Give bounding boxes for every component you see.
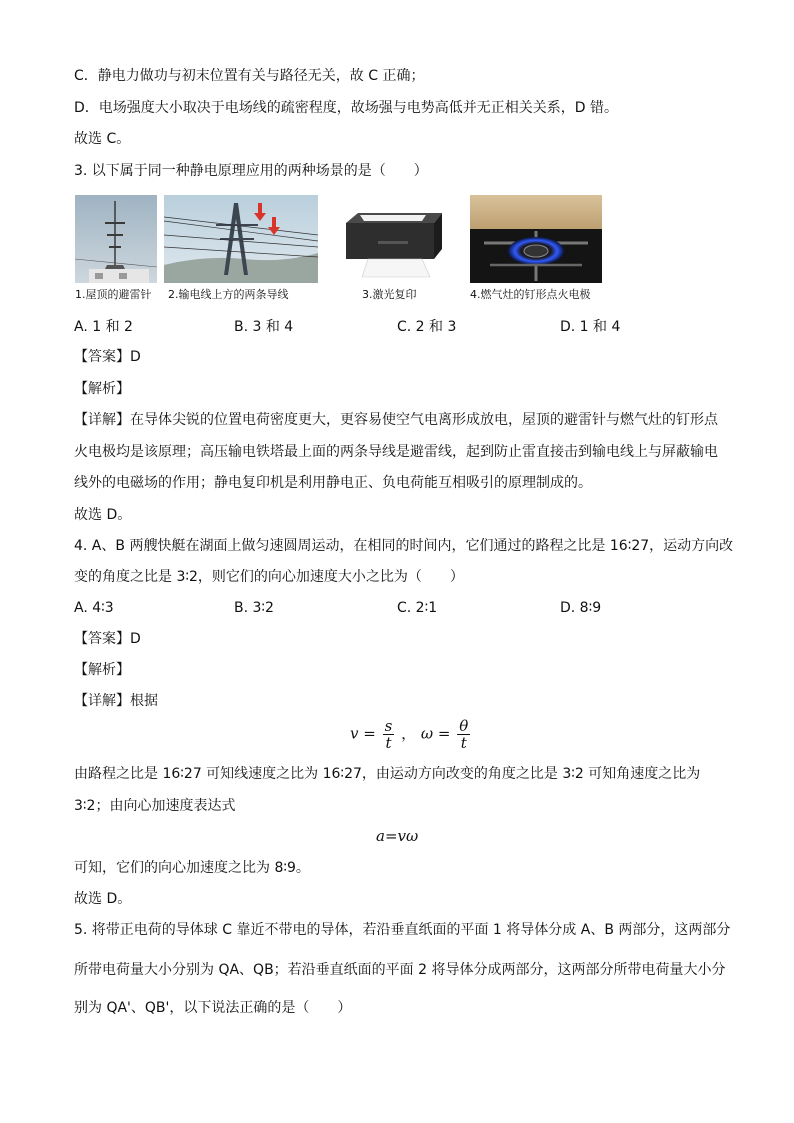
gas-stove-image xyxy=(470,195,602,283)
formula-v: v xyxy=(350,724,359,743)
q4-answer: 【答案】D xyxy=(74,631,141,647)
caption-4: 4.燃气灶的钉形点火电极 xyxy=(470,288,591,301)
q4-text-line-3: 可知，它们的向心加速度之比为 8∶9。 xyxy=(74,860,310,876)
formula-separator: ， xyxy=(401,724,417,743)
q5-stem-line-3: 别为 QA'、QB'，以下说法正确的是（ ） xyxy=(74,1000,352,1016)
caption-3: 3.激光复印 xyxy=(362,288,417,301)
q3-option-d: D. 1 和 4 xyxy=(560,319,621,335)
q5-stem-line-1: 5. 将带正电荷的导体球 C 靠近不带电的导体，若沿垂直纸面的平面 1 将导体分成 A、B 两部分，这两部分 xyxy=(74,922,731,938)
q4-stem-line-1: 4. A、B 两艘快艇在湖面上做匀速圆周运动，在相同的时间内，它们通过的路程之比是 16∶27，运动方向改 xyxy=(74,538,734,554)
fraction-denominator-t: t xyxy=(385,734,392,752)
caption-2: 2.输电线上方的两条导线 xyxy=(168,288,289,301)
q3-detail-line-1: 【详解】在导体尖锐的位置电荷密度更大，更容易使空气电离形成放电，屋顶的避雷针与燃气灶的钉形点 xyxy=(74,412,718,428)
q3-detail-line-3: 线外的电磁场的作用；静电复印机是利用静电正、负电荷能互相吸引的原理制成的。 xyxy=(74,475,592,491)
q3-option-a: A. 1 和 2 xyxy=(74,319,133,335)
fraction-numerator-theta: θ xyxy=(459,717,469,735)
fraction-s-over-t xyxy=(383,718,395,751)
formula-eq-1: = xyxy=(363,724,376,743)
q3-analysis-label: 【解析】 xyxy=(74,381,130,397)
formula-acceleration: a=vω xyxy=(376,827,419,845)
q4-analysis-label: 【解析】 xyxy=(74,662,130,678)
formula-omega: ω xyxy=(420,724,434,743)
q3-detail-line-2: 火电极均是该原理；高压输电铁塔最上面的两条导线是避雷线，起到防止雷直接击到输电线上与屏蔽输电 xyxy=(74,444,718,460)
q4-stem-line-2: 变的角度之比是 3∶2，则它们的向心加速度大小之比为（ ） xyxy=(74,569,464,585)
formula-velocity xyxy=(350,718,472,751)
prev-option-d: D．电场强度大小取决于电场线的疏密程度，故场强与电势高低并无正相关关系，D 错。 xyxy=(74,100,619,116)
q4-text-line-2: 3∶2；由向心加速度表达式 xyxy=(74,798,236,814)
q4-option-b: B. 3∶2 xyxy=(234,600,274,616)
q4-option-c: C. 2∶1 xyxy=(397,600,438,616)
q3-answer: 【答案】D xyxy=(74,349,141,365)
q3-conclusion: 故选 D。 xyxy=(74,507,132,523)
fraction-theta-over-t xyxy=(457,718,470,751)
prev-conclusion: 故选 C。 xyxy=(74,131,131,147)
q5-stem-line-2: 所带电荷量大小分别为 QA、QB；若沿垂直纸面的平面 2 将导体分成两部分，这两部分所带电荷量大小分 xyxy=(74,962,726,978)
prev-option-c: C．静电力做功与初末位置有关与路径无关，故 C 正确； xyxy=(74,68,425,84)
q3-option-c: C. 2 和 3 xyxy=(397,319,457,335)
q4-conclusion: 故选 D。 xyxy=(74,891,132,907)
lightning-rod-image xyxy=(75,195,157,283)
q4-option-d: D. 8∶9 xyxy=(560,600,602,616)
fraction-numerator-s: s xyxy=(384,717,393,735)
power-line-image xyxy=(164,195,318,283)
q4-detail-intro: 【详解】根据 xyxy=(74,693,158,709)
q4-text-line-1: 由路程之比是 16∶27 可知线速度之比为 16∶27，由运动方向改变的角度之比是 3∶2 可知角速度之比为 xyxy=(74,766,701,782)
formula-eq-2: = xyxy=(437,724,451,743)
caption-1: 1.屋顶的避雷针 xyxy=(75,288,152,301)
fraction-denominator-t-2: t xyxy=(460,734,467,752)
q4-option-a: A. 4∶3 xyxy=(74,600,114,616)
laser-printer-image xyxy=(338,195,450,283)
q3-stem: 3. 以下属于同一种静电原理应用的两种场景的是（ ） xyxy=(74,163,428,179)
q3-option-b: B. 3 和 4 xyxy=(234,319,294,335)
